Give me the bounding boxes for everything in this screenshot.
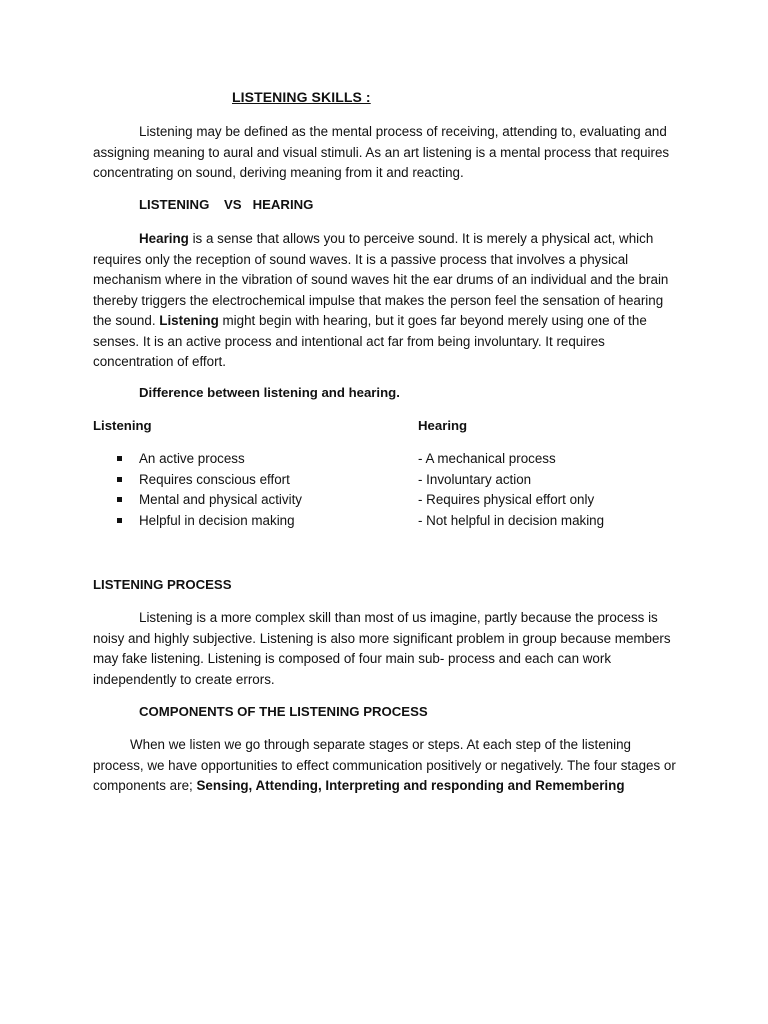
listening-vs-hearing-heading: LISTENING VS HEARING	[139, 197, 314, 212]
listening-process-heading: LISTENING PROCESS	[93, 577, 232, 592]
list-item-text: Requires conscious effort	[139, 471, 290, 487]
bullet-icon	[117, 518, 122, 523]
list-item: - Requires physical effort only	[418, 492, 595, 507]
listening-text: might begin with hearing, but it goes far beyond merely using one of the senses. It is an active process and intentional act far from being involuntary. It requires concentration of effort.	[93, 313, 647, 369]
process-paragraph: Listening is a more complex skill than most of us imagine, partly because the process is noisy and highly subjective. Listening is also more significant problem in group because members may fake listening. Listening is composed of four main sub- process and each can work independently to create errors.	[93, 610, 671, 687]
listening-term: Listening	[159, 313, 219, 328]
page-title: LISTENING SKILLS :	[232, 89, 371, 105]
list-item: - Involuntary action	[418, 471, 532, 487]
components-text: When we listen we go through separate stages or steps. At each step of the listening process, we have opportunities to effect communication positively or negatively. The four stages or components are;	[93, 737, 676, 793]
list-item	[113, 470, 302, 491]
bullet-icon	[117, 497, 122, 502]
list-item-text: Mental and physical activity	[139, 492, 302, 507]
bullet-icon	[117, 477, 122, 482]
hearing-term: Hearing	[139, 231, 189, 246]
list-item	[113, 449, 302, 470]
intro-paragraph: Listening may be defined as the mental process of receiving, attending to, evaluating and assigning meaning to aural and visual stimuli. As an art listening is a mental process that requires concentrating on sound, deriving meaning from it and reacting.	[93, 124, 670, 180]
listening-column-heading: Listening	[93, 418, 152, 433]
hearing-column-heading: Hearing	[418, 418, 468, 433]
hearing-paragraph	[93, 229, 683, 373]
listening-list	[113, 449, 302, 531]
hearing-text: is a sense that allows you to perceive sound. It is merely a physical act, which requires only the reception of sound waves. It is a passive process that involves a physical mechanism where in the vibration of sound waves hit the ear drums of an individual and the brain thereby triggers the electrochemical impulse that makes the person feel the sensation of hearing the sound.	[93, 231, 669, 328]
components-heading: COMPONENTS OF THE LISTENING PROCESS	[139, 704, 428, 719]
list-item	[113, 511, 302, 532]
components-stages: Sensing, Attending, Interpreting and responding and Remembering	[196, 778, 625, 793]
components-paragraph	[93, 735, 683, 797]
list-item-text: An active process	[139, 451, 245, 466]
list-item: - Not helpful in decision making	[418, 512, 605, 528]
hearing-list	[418, 449, 604, 531]
list-item	[113, 490, 302, 511]
list-item: - A mechanical process	[418, 451, 556, 466]
list-item-text: Helpful in decision making	[139, 512, 295, 528]
difference-heading: Difference between listening and hearing.	[139, 385, 400, 400]
bullet-icon	[117, 456, 122, 461]
